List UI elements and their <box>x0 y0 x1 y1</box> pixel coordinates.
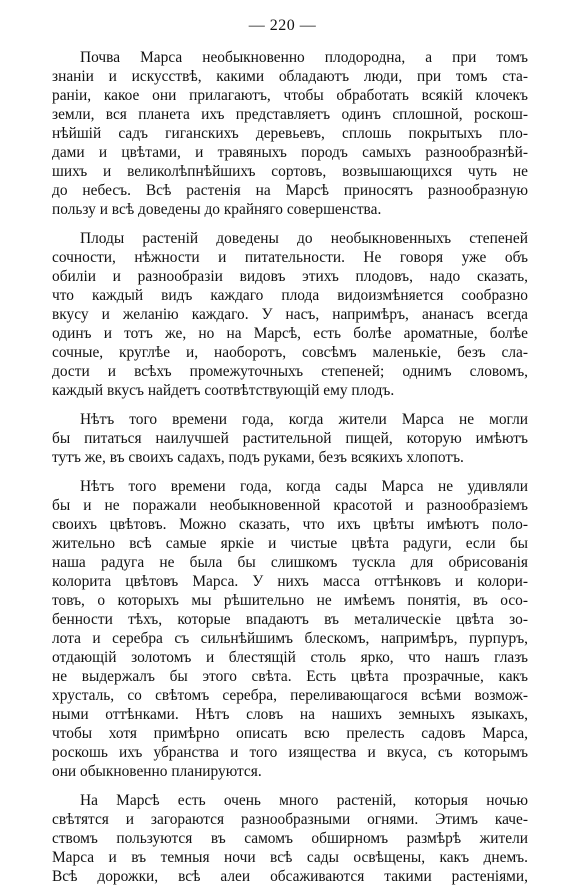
text-line: ными оттѣнками. Нѣтъ словъ на нашихъ земныхъ языкахъ, <box>52 706 528 723</box>
text-line: обиліи и разнообразіи видовъ этихъ плодовъ, надо сказать, <box>52 268 528 285</box>
text-line: земли, вся планета ихъ представляетъ одинъ сплошной, роскош- <box>52 106 528 123</box>
text-line: Плоды растеній доведены до необыкновенныхъ степеней <box>80 230 528 247</box>
text-line: нѣйшій садъ гиганскихъ деревьевъ, сплошь покрытыхъ пло- <box>52 125 528 142</box>
text-line: На Марсѣ есть очень много растеній, которыя ночью <box>80 792 528 809</box>
paragraph <box>52 410 528 467</box>
text-line: что каждый видъ каждаго плода видоизмѣняется сообразно <box>52 287 528 304</box>
text-line: наша радуга не была бы слишкомъ тускла для обрисованія <box>52 554 528 571</box>
text-line: Нѣтъ того времени года, когда сады Марса не удивляли <box>80 478 528 495</box>
text-line: колорита цвѣтовъ Марса. У нихъ масса оттѣнковъ и колори- <box>52 573 528 590</box>
text-line: свѣтятся и загораются разнообразными огнями. Этимъ каче- <box>52 811 528 828</box>
paragraph <box>52 48 528 219</box>
text-line: бы питаться наилучшей растительной пищей, которую имѣютъ <box>52 430 528 447</box>
text-line: вкусу и желанію каждаго. У насъ, напримѣръ, ананасъ всегда <box>52 306 528 323</box>
paragraph <box>52 791 528 886</box>
text-line: Марса и въ темныя ночи всѣ сады освѣщены, какъ днемъ. <box>52 849 528 866</box>
text-line: дами и цвѣтами, и травяныхъ породъ самыхъ разнообразнѣй- <box>52 144 528 161</box>
text-line: каждый вкусъ найдетъ соотвѣтствующій ему плодъ. <box>52 382 395 399</box>
text-line: своихъ цвѣтовъ. Можно сказать, что ихъ цвѣты имѣютъ поло- <box>52 516 528 533</box>
text-line: Нѣтъ того времени года, когда жители Марса не могли <box>80 411 528 428</box>
text-line: одинъ и тотъ же, но на Марсѣ, есть болѣе ароматные, болѣе <box>52 325 528 342</box>
text-line: они обыкновенно планируются. <box>52 763 262 780</box>
page-number: — 220 — <box>248 17 317 34</box>
text-line: шихъ и великолѣпнѣйшихъ сортовъ, возвышающихся чуть не <box>52 163 528 180</box>
text-line: не выдержалъ бы этого свѣта. Есть цвѣта прозрачные, какъ <box>52 668 528 685</box>
text-line: дости и всѣхъ промежуточныхъ степеней; однимъ словомъ, <box>52 363 528 380</box>
paragraph <box>52 229 528 400</box>
text-line: чтобы хотя примѣрно описать всю прелесть садовъ Марса, <box>52 725 528 742</box>
text-line: до небесъ. Всѣ растенія на Марсѣ приносятъ разнообразную <box>52 182 528 199</box>
text-line: лота и серебра съ сильнѣйшимъ блескомъ, напримѣръ, пурпуръ, <box>52 630 528 647</box>
text-line: жительно всѣ самые яркіе и чистые цвѣта радуги, если бы <box>52 535 528 552</box>
text-line: тутъ же, въ своихъ садахъ, подъ руками, безъ всякихъ хлопотъ. <box>52 449 464 466</box>
text-line: Всѣ дорожки, всѣ алеи обсаживаются такими растеніями, <box>52 868 528 885</box>
paragraph <box>52 477 528 781</box>
body-text <box>52 48 528 896</box>
text-line: ствомъ пользуются въ самомъ обширномъ размѣрѣ жители <box>52 830 528 847</box>
text-line: отдающій золотомъ и блестящій столь ярко, что нашъ глазъ <box>52 649 528 666</box>
text-line: сочности, нѣжности и питательности. Не говоря уже объ <box>52 249 528 266</box>
text-line: Почва Марса необыкновенно плодородна, а при томъ <box>80 49 528 66</box>
text-line: роскошь ихъ убранства и того изящества и вкуса, съ которымъ <box>52 744 528 761</box>
text-line: товъ, о которыхъ мы рѣшительно не имѣемъ понятія, въ осо- <box>52 592 528 609</box>
text-line: бенности тѣхъ, которые впадаютъ въ металическіе цвѣта зо- <box>52 611 528 628</box>
text-line: пользу и всѣ доведены до крайняго совершенства. <box>52 201 382 218</box>
text-line: сочные, круглѣе и, наоборотъ, совсѣмъ маленькіе, безъ сла- <box>52 344 528 361</box>
text-line: хрусталь, со свѣтомъ серебра, переливающагося всѣми возмож- <box>52 687 528 704</box>
text-line: бы и не поражали необыкновенной красотой и разнообразіемъ <box>52 497 528 514</box>
text-line: знаніи и искусствѣ, какими обладаютъ люди, при томъ ста- <box>52 68 528 85</box>
text-line: раніи, какое они прилагаютъ, чтобы обработать всякій клочекъ <box>52 87 528 104</box>
